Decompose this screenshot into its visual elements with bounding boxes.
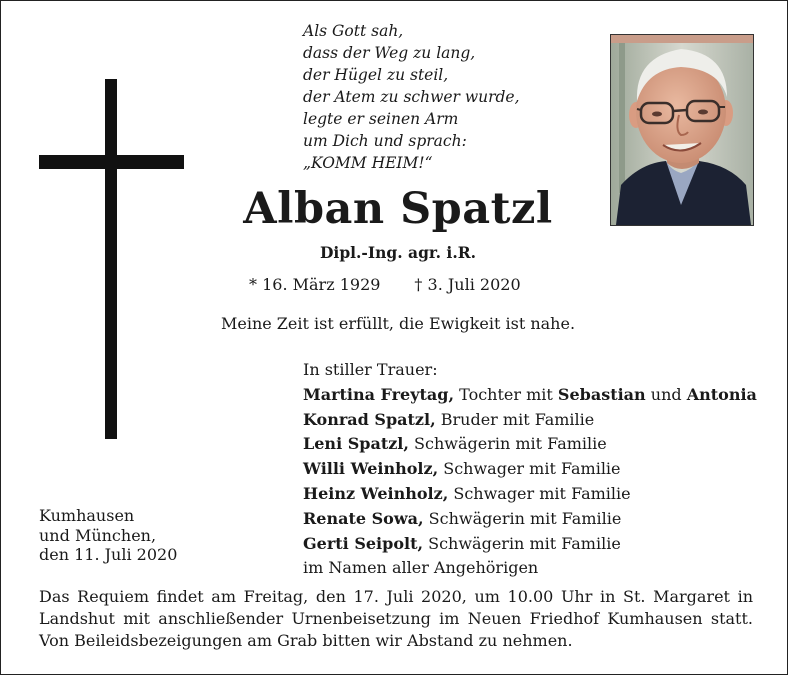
mourners-list: [303, 358, 757, 581]
mourner-name: Gerti Seipolt,: [303, 533, 424, 553]
mourner-entry: [303, 482, 757, 507]
poem-line: um Dich und sprach:: [303, 132, 467, 150]
birth-date: * 16. März 1929: [249, 275, 381, 294]
poem-line: dass der Weg zu lang,: [303, 44, 476, 62]
location-line: den 11. Juli 2020: [39, 545, 178, 564]
mourner-relation: Schwager mit Familie: [448, 483, 631, 503]
mourner-entry: [303, 457, 757, 482]
life-dates: [249, 275, 521, 294]
mourner-relation: Schwager mit Familie: [438, 459, 621, 479]
poem: [303, 20, 520, 174]
mourner-name: Heinz Weinholz,: [303, 483, 449, 503]
mourner-relation: Schwägerin mit Familie: [423, 533, 621, 553]
mourner-name: Willi Weinholz,: [303, 459, 439, 479]
poem-line: legte er seinen Arm: [303, 110, 459, 128]
mourner-relation: Schwägerin mit Familie: [408, 434, 607, 454]
deceased-name: Alban Spatzl: [243, 184, 553, 234]
mourner-name: Renate Sowa,: [303, 508, 424, 528]
deceased-title: Dipl.-Ing. agr. i.R.: [319, 243, 476, 262]
mourning-intro: In stiller Trauer:: [303, 360, 438, 379]
poem-line: Als Gott sah,: [303, 22, 404, 40]
service-line: Das Requiem findet am Freitag, den 17. Juli 2020, um 10.00 Uhr in St. Margaret in: [39, 587, 753, 606]
mourner-relation: Tochter mit: [454, 384, 558, 404]
mourner-name: Sebastian: [557, 384, 646, 404]
mourner-entry: [303, 383, 757, 408]
location-line: Kumhausen: [39, 506, 135, 525]
poem-line: der Atem zu schwer wurde,: [303, 88, 520, 106]
mourner-entry: [303, 532, 757, 557]
motto: Meine Zeit ist erfüllt, die Ewigkeit ist nahe.: [220, 314, 576, 333]
death-date: † 3. Juli 2020: [414, 275, 521, 294]
mourner-relation: und: [645, 384, 687, 404]
mourner-entry: [303, 507, 757, 532]
mourner-name: Martina Freytag,: [303, 384, 455, 404]
mourning-closing: im Namen aller Angehörigen: [303, 558, 539, 578]
cross-icon-horizontal: [39, 155, 184, 169]
service-line: Landshut mit anschließender Urnenbeisetzung im Neuen Friedhof Kumhausen statt.: [39, 609, 753, 628]
poem-line: „KOMM HEIM!“: [303, 154, 433, 172]
mourner-name: Leni Spatzl,: [303, 434, 409, 454]
mourner-entry: [303, 408, 757, 433]
mourner-relation: Bruder mit Familie: [435, 409, 595, 429]
mourner-name: Antonia: [686, 384, 757, 404]
condolence-note: Von Beileidsbezeigungen am Grab bitten wir Abstand zu nehmen.: [39, 631, 573, 650]
mourner-relation: Schwägerin mit Familie: [423, 508, 622, 528]
location-line: und München,: [39, 525, 157, 545]
poem-line: der Hügel zu steil,: [303, 66, 449, 84]
mourner-entry: [303, 432, 757, 457]
mourner-name: Konrad Spatzl,: [303, 409, 436, 429]
place-and-date: [39, 506, 177, 565]
service-info: [39, 586, 753, 652]
